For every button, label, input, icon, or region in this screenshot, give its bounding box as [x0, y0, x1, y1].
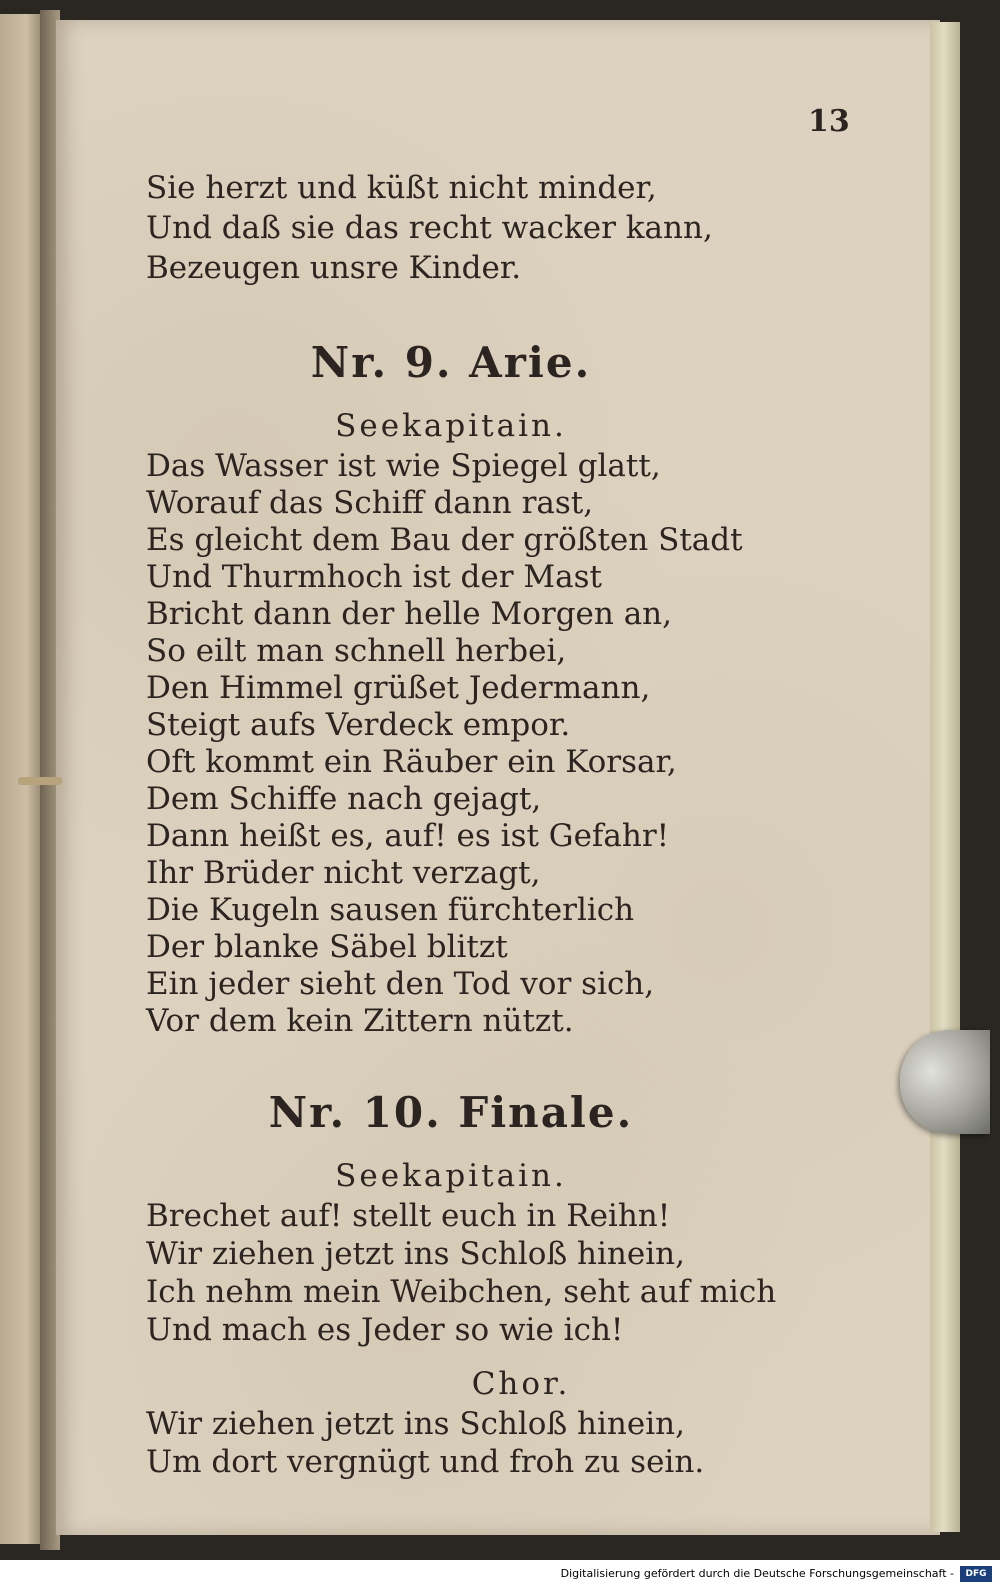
section-10-speaker: Seekapitain.: [335, 1158, 567, 1194]
aria-line: Und Thurmhoch ist der Mast: [146, 559, 603, 595]
aria-line: Worauf das Schiff dann rast,: [146, 485, 594, 521]
section-10-heading: Nr. 10. Finale.: [268, 1088, 634, 1137]
finale-line: Brechet auf! stellt euch in Reihn!: [146, 1198, 671, 1234]
footer-bar: [0, 1560, 1000, 1589]
finale-line: Und mach es Jeder so wie ich!: [146, 1312, 624, 1348]
aria-line: Vor dem kein Zittern nützt.: [146, 1003, 574, 1039]
aria-line: Es gleicht dem Bau der größten Stadt: [146, 522, 743, 558]
aria-line: Dann heißt es, auf! es ist Gefahr!: [146, 818, 670, 854]
finale-line: Ich nehm mein Weibchen, seht auf mich: [146, 1274, 777, 1310]
aria-line: Das Wasser ist wie Spiegel glatt,: [146, 448, 661, 484]
intro-line-1: Sie herzt und küßt nicht minder,: [146, 170, 657, 206]
chorus-label: Chor.: [471, 1366, 571, 1402]
aria-line: So eilt man schnell herbei,: [146, 633, 567, 669]
dfg-logo: DFG: [960, 1566, 992, 1582]
intro-line-2: Und daß sie das recht wacker kann,: [146, 210, 713, 246]
aria-line: Oft kommt ein Räuber ein Korsar,: [146, 744, 677, 780]
page-text: [56, 20, 940, 1535]
aria-line: Der blanke Säbel blitzt: [146, 929, 508, 965]
chorus-line: Um dort vergnügt und froh zu sein.: [146, 1444, 705, 1480]
aria-line: Den Himmel grüßet Jedermann,: [146, 670, 651, 706]
aria-line: Die Kugeln sausen fürchterlich: [146, 892, 635, 928]
intro-line-3: Bezeugen unsre Kinder.: [146, 250, 522, 286]
section-9-heading: Nr. 9. Arie.: [310, 338, 592, 387]
page-number: 13: [808, 104, 850, 139]
aria-line: Ein jeder sieht den Tod vor sich,: [146, 966, 655, 1002]
funding-credit: Digitalisierung gefördert durch die Deutsche Forschungsgemeinschaft -: [560, 1567, 954, 1580]
chorus-line: Wir ziehen jetzt ins Schloß hinein,: [146, 1406, 685, 1442]
aria-line: Ihr Brüder nicht verzagt,: [146, 855, 541, 891]
aria-line: Bricht dann der helle Morgen an,: [146, 596, 673, 632]
aria-line: Dem Schiffe nach gejagt,: [146, 781, 542, 817]
section-9-speaker: Seekapitain.: [335, 408, 567, 444]
aria-line: Steigt aufs Verdeck empor.: [146, 707, 571, 743]
finale-line: Wir ziehen jetzt ins Schloß hinein,: [146, 1236, 685, 1272]
